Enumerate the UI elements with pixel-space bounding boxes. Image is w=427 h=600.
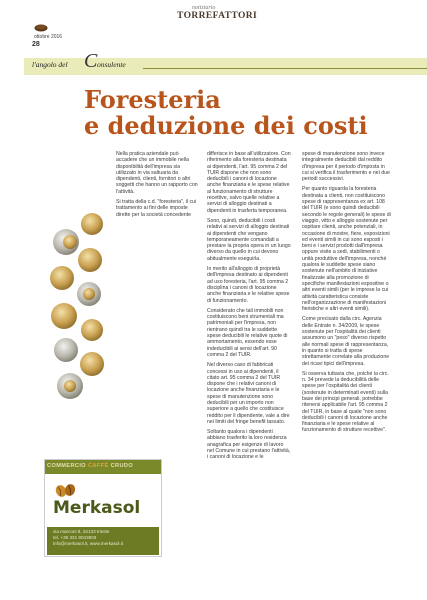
article-title: Foresteria e deduzione dei costi (84, 85, 368, 140)
ad-email-web: info@merkasol.it, www.merkasol.it (53, 541, 124, 546)
section-label-prefix: l'angolo del (32, 60, 68, 69)
ad-tagline (47, 463, 133, 469)
section-label-initial: C (84, 50, 98, 72)
paragraph: Soltanto qualora i dipendenti abbiano trasferito la loro residenza anagrafica per esigenze di lavoro nel Comune in cui prestano l'attività, i canoni di locazione e le (207, 429, 291, 461)
paragraph: In merito all'alloggio di proprietà dell'impresa destinato ai dipendenti ad uso foresteria, l'art. 95 comma 2 disciplina i canoni di locazione anche finanziaria e le relative spese di funzionamento. (207, 266, 290, 304)
article-column-3 (302, 151, 392, 438)
paragraph: Per quanto riguarda la foresteria destinata a clienti, non costituiscono spese di rappresentanza ex art. 108 del TUIR (e sono quindi deducibili secondo le regole generali) le spese di viaggio, vitto e alloggio sostenute per ospitare clienti, anche potenziali, in occasione di mostre, fiere, esposizioni ed eventi simili in cui sono esposti i beni e i servizi prodotti dall'impresa oppure visite a sedi, stabilimenti o unità produttive dell'impresa, nonché qualora le suddette spese siano sostenute nell'ambito di iniziative finalizzate alla promozione di specifiche manifestazioni espositive o altri eventi simili (per le imprese la cui attività caratteristica consiste nell'organizzazione di manifestazioni fieristiche e altri eventi simili). (302, 186, 391, 313)
ad-tagline-a: COMMERCIO (47, 463, 88, 469)
merkasol-advertisement (44, 459, 162, 557)
section-label-rest: onsulente (97, 60, 126, 69)
page-number: 28 (32, 41, 40, 48)
ad-tagline-b: CAFFÈ (87, 463, 109, 469)
paragraph: Si osserva tuttavia che, poiché la circ. n. 34 prevede la deducibilità delle spese per l'ospitalità dei clienti (sostenute in determinati eventi) sulla base dei principi generali, potrebbe ritenersi applicabile l'art. 95 comma 2 del TUIR, in base al quale "non sono deducibili i canoni di locazione anche finanziaria e le spese relative al funzionamento di strutture recettive". (302, 370, 389, 434)
issue-date: ottobre 2016 (34, 34, 63, 40)
article-column-1 (116, 151, 200, 222)
magazine-small-label: notiziario (192, 5, 216, 11)
magazine-title: TORREFATTORI (177, 11, 258, 21)
section-divider (143, 68, 427, 69)
paragraph: Si tratta della c.d. "foresteria", il cui trattamento ai fini delle imposte dirette per la società concedente (116, 199, 197, 218)
coffee-beans-icon (55, 482, 77, 498)
ad-brand-name: Merkasol (53, 498, 141, 518)
coffee-cup-icon (34, 22, 48, 32)
article-column-2 (207, 151, 291, 465)
ad-address: via marconi 8, 34133 trieste (53, 529, 110, 534)
ad-contact-block (47, 527, 159, 555)
paragraph: spese di manutenzione sono invece integralmente deducibili dal reddito d'impresa per il periodo d'imposta in cui si verifica il trasferimento e nei due periodi successivi. (302, 151, 390, 183)
paragraph: Sono, quindi, deducibili i costi relativi ai servizi di alloggio destinati ai dipendenti che vengano temporaneamente comandati a prestare la propria opera in un luogo diverso da quello in cui devono abitualmente eseguirla. (207, 217, 291, 262)
paragraph: Come precisato dalla circ. Agenzia delle Entrate n. 34/2009, le spese sostenute per l'ospitalità dei clienti assumono un "peso" diverso rispetto alle normali spese di rappresentanza, in quanto si tratta di spese strettamente correlate alla produzione dei ricavi tipici dell'impresa. (302, 316, 390, 367)
coins-illustration (44, 212, 110, 402)
ad-tagline-c: CRUDO (108, 463, 134, 469)
ad-phone: tel. +39 331 8043803 (53, 535, 97, 540)
paragraph: Nella pratica aziendale può accadere che un immobile nella disponibilità dell'impresa sia utilizzato in via saltuaria da dipendenti, clienti, fornitori o altri soggetti che hanno un rapporto con l'attività. (116, 151, 198, 195)
paragraph: Considerato che tali immobili non costituiscono beni strumentali ma patrimoniali per l'impresa, non rientrano quindi tra le suddette spese deducibili le relative quote di ammortamento, essendo esse indeducibili ai sensi dell'art. 90 comma 2 del TUIR. (207, 307, 288, 358)
paragraph: differisce in base all'utilizzatore. Con riferimento alla foresteria destinata ai dipendenti, l'art. 95 comma 2 del TUIR dispone che non sono deducibili i canoni di locazione anche finanziaria e le spese relative al funzionamento di strutture recettive, salvo quelle relative a servizi di alloggio destinati a dipendenti in trasferta temporanea. (207, 151, 291, 214)
paragraph: Nel diverso caso di fabbricati concessi in uso ai dipendenti, il citato art. 95 comma 2 del TUIR dispone che i relativi canoni di locazione anche finanziaria e le spese di manutenzione sono deducibili per un importo non superiore a quello che costituisce reddito per il dipendente, vale a dire nei limiti del fringe benefit tassato. (207, 362, 290, 425)
